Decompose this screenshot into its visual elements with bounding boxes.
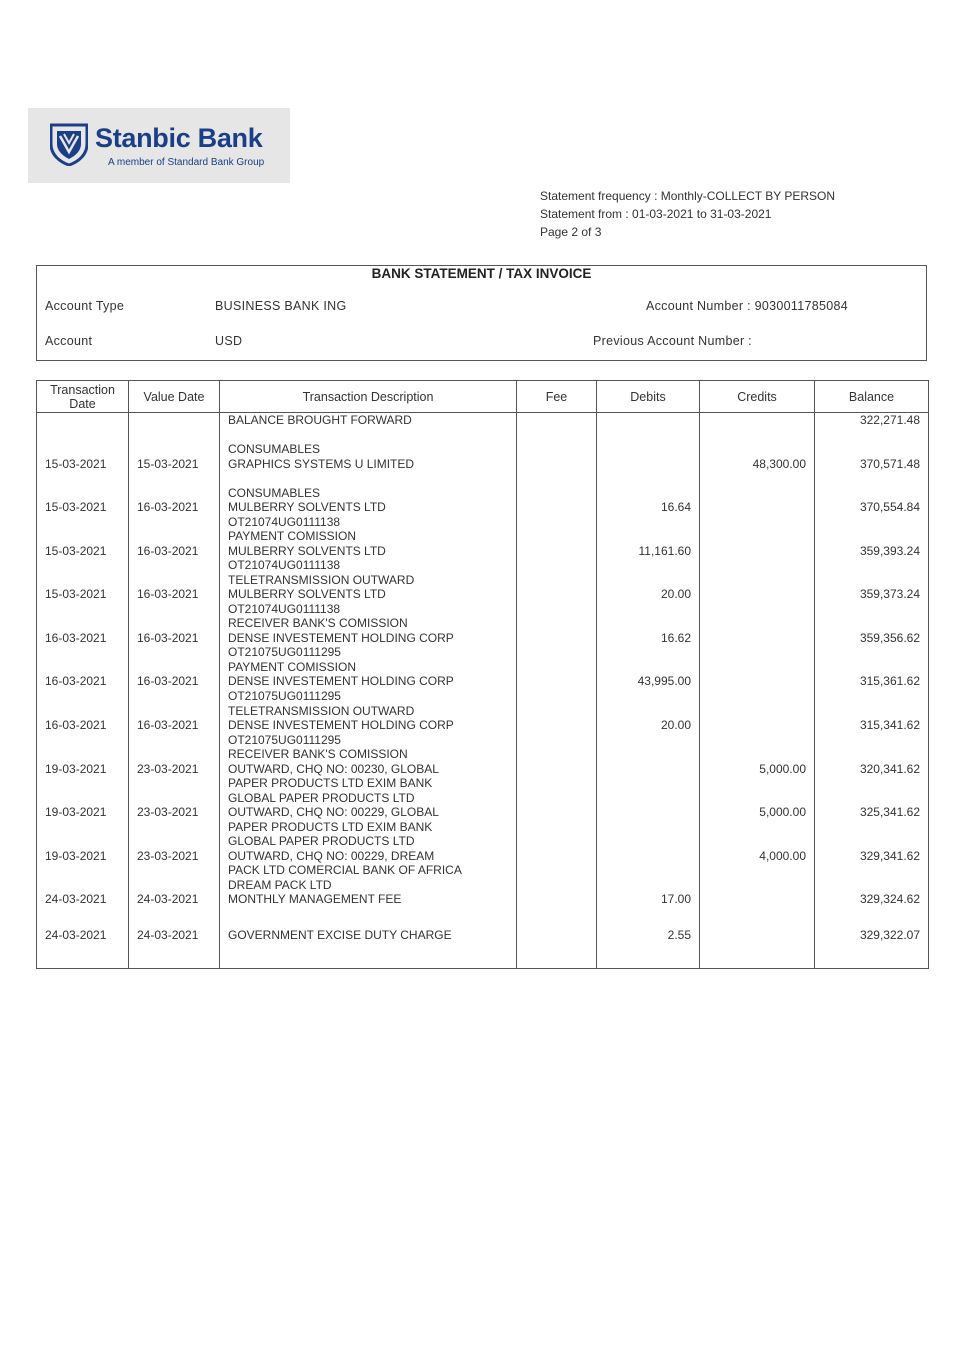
transaction-description bbox=[220, 529, 517, 573]
description-line: DENSE INVESTEMENT HOLDING CORP bbox=[228, 718, 454, 733]
credit: 4,000.00 bbox=[700, 834, 815, 878]
description-line: DENSE INVESTEMENT HOLDING CORP bbox=[228, 674, 454, 689]
table-row bbox=[37, 442, 929, 486]
value-date: 24-03-2021 bbox=[129, 878, 220, 922]
transaction-date: 15-03-2021 bbox=[37, 529, 129, 573]
value-date: 16-03-2021 bbox=[129, 573, 220, 617]
description-line: RECEIVER BANK'S COMISSION bbox=[228, 616, 408, 631]
fee bbox=[517, 747, 597, 791]
description-line: GLOBAL PAPER PRODUCTS LTD bbox=[228, 790, 415, 805]
transaction-date: 19-03-2021 bbox=[37, 747, 129, 791]
bank-name: Stanbic Bank bbox=[95, 123, 263, 153]
transaction-description bbox=[220, 747, 517, 791]
description-line: CONSUMABLES bbox=[228, 485, 321, 500]
account-info-box bbox=[36, 265, 927, 361]
description-line: OT21075UG0111295 bbox=[228, 732, 341, 747]
description-line: GLOBAL PAPER PRODUCTS LTD bbox=[228, 834, 415, 849]
value-date: 16-03-2021 bbox=[129, 660, 220, 704]
statement-period: Statement from : 01-03-2021 to 31-03-2021 bbox=[540, 207, 772, 221]
description-line: OUTWARD, CHQ NO: 00229, DREAM bbox=[228, 848, 435, 863]
value-date: 15-03-2021 bbox=[129, 442, 220, 486]
description-line: PAYMENT COMISSION bbox=[228, 529, 357, 544]
transaction-description bbox=[220, 486, 517, 530]
table-row bbox=[37, 747, 929, 791]
header-debits: Debits bbox=[597, 381, 700, 413]
balance: 329,341.62 bbox=[815, 834, 929, 878]
opening-balance: 322,271.48 bbox=[815, 413, 929, 443]
account-currency: USD bbox=[215, 334, 243, 348]
debit: 16.64 bbox=[597, 486, 700, 530]
previous-account-number: Previous Account Number : bbox=[593, 334, 752, 348]
transaction-date: 15-03-2021 bbox=[37, 573, 129, 617]
description-line: MULBERRY SOLVENTS LTD bbox=[228, 500, 386, 515]
shield-icon bbox=[50, 122, 88, 166]
description-line: CONSUMABLES bbox=[228, 442, 321, 456]
balance: 329,322.07 bbox=[815, 922, 929, 969]
bank-tagline: A member of Standard Bank Group bbox=[108, 157, 265, 168]
transaction-description bbox=[220, 660, 517, 704]
fee bbox=[517, 660, 597, 704]
transaction-date: 16-03-2021 bbox=[37, 704, 129, 748]
fee bbox=[517, 834, 597, 878]
header-credits: Credits bbox=[700, 381, 815, 413]
description-line: MULBERRY SOLVENTS LTD bbox=[228, 543, 386, 558]
description-line: OUTWARD, CHQ NO: 00229, GLOBAL bbox=[228, 805, 439, 820]
description-line: PACK LTD COMERCIAL BANK OF AFRICA bbox=[228, 863, 462, 878]
value-date: 23-03-2021 bbox=[129, 791, 220, 835]
account-type-label: Account Type bbox=[45, 299, 125, 313]
header-fee: Fee bbox=[517, 381, 597, 413]
credit bbox=[700, 573, 815, 617]
account-type-value: BUSINESS BANK ING bbox=[215, 299, 347, 313]
transaction-date: 19-03-2021 bbox=[37, 791, 129, 835]
credit: 5,000.00 bbox=[700, 747, 815, 791]
credit bbox=[700, 616, 815, 660]
transactions-table bbox=[36, 380, 929, 969]
transaction-date: 16-03-2021 bbox=[37, 616, 129, 660]
description-line: RECEIVER BANK'S COMISSION bbox=[228, 747, 408, 762]
table-row bbox=[37, 878, 929, 922]
table-row bbox=[37, 486, 929, 530]
debit: 20.00 bbox=[597, 573, 700, 617]
balance: 359,393.24 bbox=[815, 529, 929, 573]
transaction-description bbox=[220, 834, 517, 878]
value-date: 16-03-2021 bbox=[129, 529, 220, 573]
credit bbox=[700, 878, 815, 922]
description-line: GRAPHICS SYSTEMS U LIMITED bbox=[228, 456, 415, 471]
credit: 5,000.00 bbox=[700, 791, 815, 835]
fee bbox=[517, 616, 597, 660]
fee bbox=[517, 573, 597, 617]
debit bbox=[597, 442, 700, 486]
transaction-description bbox=[220, 878, 517, 922]
transaction-date: 19-03-2021 bbox=[37, 834, 129, 878]
description-line: MULBERRY SOLVENTS LTD bbox=[228, 587, 386, 602]
debit: 2.55 bbox=[597, 922, 700, 969]
credit: 48,300.00 bbox=[700, 442, 815, 486]
table-row bbox=[37, 922, 929, 969]
credit bbox=[700, 529, 815, 573]
transaction-description bbox=[220, 573, 517, 617]
transaction-description bbox=[220, 442, 517, 486]
description-line: OT21074UG0111138 bbox=[228, 558, 341, 573]
credit bbox=[700, 922, 815, 969]
balance: 320,341.62 bbox=[815, 747, 929, 791]
debit bbox=[597, 834, 700, 878]
debit: 17.00 bbox=[597, 878, 700, 922]
account-number: Account Number : 9030011785084 bbox=[646, 299, 848, 313]
description-line: MONTHLY MANAGEMENT FEE bbox=[228, 892, 402, 907]
credit bbox=[700, 704, 815, 748]
transaction-date: 24-03-2021 bbox=[37, 878, 129, 922]
fee bbox=[517, 791, 597, 835]
description-line: OT21075UG0111295 bbox=[228, 645, 341, 660]
description-line: PAPER PRODUCTS LTD EXIM BANK bbox=[228, 776, 433, 791]
description-line: OT21075UG0111295 bbox=[228, 688, 341, 703]
header-description: Transaction Description bbox=[220, 381, 517, 413]
transaction-date: 24-03-2021 bbox=[37, 922, 129, 969]
value-date: 24-03-2021 bbox=[129, 922, 220, 969]
fee bbox=[517, 878, 597, 922]
fee bbox=[517, 529, 597, 573]
description-line: DENSE INVESTEMENT HOLDING CORP bbox=[228, 630, 454, 645]
opening-balance-row bbox=[37, 413, 929, 443]
description-line: TELETRANSMISSION OUTWARD bbox=[228, 703, 415, 718]
statement-meta bbox=[540, 187, 835, 241]
debit: 11,161.60 bbox=[597, 529, 700, 573]
statement-frequency: Statement frequency : Monthly-COLLECT BY PERSON bbox=[540, 189, 836, 203]
header-balance: Balance bbox=[815, 381, 929, 413]
value-date: 23-03-2021 bbox=[129, 834, 220, 878]
header-value-date: Value Date bbox=[129, 381, 220, 413]
balance: 315,361.62 bbox=[815, 660, 929, 704]
table-row bbox=[37, 791, 929, 835]
page-number: Page 2 of 3 bbox=[540, 225, 602, 239]
fee bbox=[517, 442, 597, 486]
description-line: OUTWARD, CHQ NO: 00230, GLOBAL bbox=[228, 761, 439, 776]
table-row bbox=[37, 616, 929, 660]
description-line: PAYMENT COMISSION bbox=[228, 659, 357, 674]
credit bbox=[700, 660, 815, 704]
transaction-date: 15-03-2021 bbox=[37, 442, 129, 486]
balance: 329,324.62 bbox=[815, 878, 929, 922]
fee bbox=[517, 486, 597, 530]
table-row bbox=[37, 529, 929, 573]
description-line: GOVERNMENT EXCISE DUTY CHARGE bbox=[228, 927, 452, 942]
balance: 359,356.62 bbox=[815, 616, 929, 660]
balance: 315,341.62 bbox=[815, 704, 929, 748]
transaction-description bbox=[220, 791, 517, 835]
transaction-description bbox=[220, 922, 517, 969]
debit bbox=[597, 747, 700, 791]
debit bbox=[597, 791, 700, 835]
transaction-description bbox=[220, 704, 517, 748]
fee bbox=[517, 704, 597, 748]
bank-logo bbox=[28, 108, 290, 183]
balance: 370,554.84 bbox=[815, 486, 929, 530]
description-line: OT21074UG0111138 bbox=[228, 514, 341, 529]
table-row bbox=[37, 660, 929, 704]
table-row bbox=[37, 834, 929, 878]
balance: 325,341.62 bbox=[815, 791, 929, 835]
transaction-description bbox=[220, 616, 517, 660]
table-header bbox=[37, 381, 929, 413]
transaction-date: 16-03-2021 bbox=[37, 660, 129, 704]
description-line: OT21074UG0111138 bbox=[228, 601, 341, 616]
header-transaction-date: Transaction Date bbox=[37, 381, 129, 413]
fee bbox=[517, 922, 597, 969]
table-row bbox=[37, 573, 929, 617]
description-line: TELETRANSMISSION OUTWARD bbox=[228, 572, 415, 587]
account-label: Account bbox=[45, 334, 93, 348]
debit: 20.00 bbox=[597, 704, 700, 748]
value-date: 16-03-2021 bbox=[129, 704, 220, 748]
table-row bbox=[37, 704, 929, 748]
opening-description: BALANCE BROUGHT FORWARD bbox=[220, 413, 517, 443]
description-line: PAPER PRODUCTS LTD EXIM BANK bbox=[228, 819, 433, 834]
debit: 43,995.00 bbox=[597, 660, 700, 704]
value-date: 16-03-2021 bbox=[129, 486, 220, 530]
credit bbox=[700, 486, 815, 530]
value-date: 16-03-2021 bbox=[129, 616, 220, 660]
document-title: BANK STATEMENT / TAX INVOICE bbox=[371, 266, 592, 281]
balance: 370,571.48 bbox=[815, 442, 929, 486]
description-line: DREAM PACK LTD bbox=[228, 877, 332, 892]
value-date: 23-03-2021 bbox=[129, 747, 220, 791]
transaction-date: 15-03-2021 bbox=[37, 486, 129, 530]
balance: 359,373.24 bbox=[815, 573, 929, 617]
debit: 16.62 bbox=[597, 616, 700, 660]
